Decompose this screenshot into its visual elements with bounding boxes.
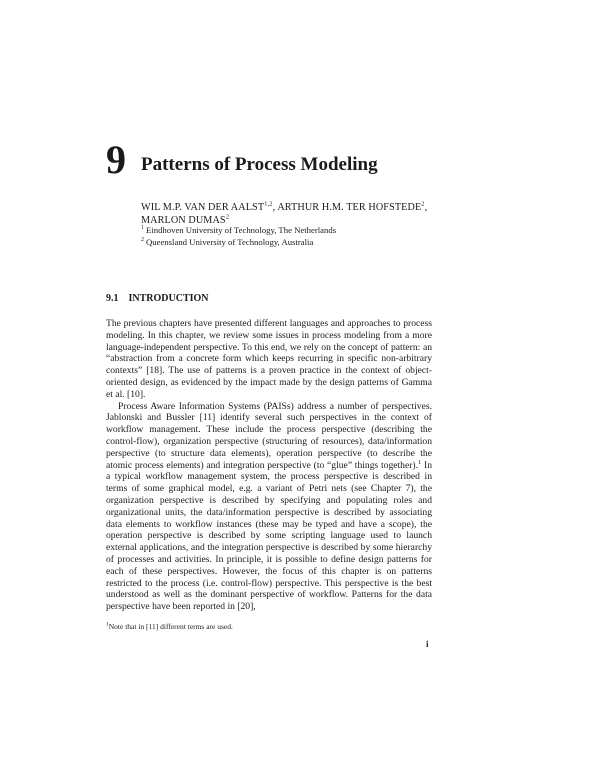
affiliation (141, 237, 336, 249)
author-name: ARTHUR H.M. TER HOFSTEDE (277, 202, 422, 213)
author-affiliation-mark: 1,2 (264, 200, 273, 208)
page-number: i (426, 639, 429, 649)
affiliation-mark: 1 (141, 225, 144, 232)
footnote-mark: 1 (106, 621, 109, 628)
section-title: INTRODUCTION (128, 293, 209, 304)
author-affiliation-mark: 2 (225, 213, 230, 221)
section-number: 9.1 (106, 293, 119, 304)
footnote-text: Note that in [11] different terms are used. (108, 622, 233, 631)
affiliation-list (141, 225, 336, 248)
affiliation (141, 225, 336, 237)
author-affiliation-mark: 2 (421, 200, 425, 208)
paragraph-text: Process Aware Information Systems (PAISs) address a number of perspectives. Jablonski and Bussler [11] identify several such perspectives in the context of workflow management. These include the process perspective (describing the control-flow), organization perspective (structuring of resources), data/information perspective (to structure data elements), operation perspective (to describe the atomic process elements) and integration perspective (to “glue” things together). (106, 400, 432, 471)
footnote-reference: 1 (418, 458, 422, 466)
author-name: WIL M.P. VAN DER AALST (141, 202, 265, 213)
paragraph: The previous chapters have presented different languages and approaches to process modeling. In this chapter, we review some issues in process modeling from a more language-independent perspective. To this end, we rely on the concept of pattern: an “abstraction from a concrete form which keeps recurring in specific non-arbitrary contexts” [18]. The use of patterns is a proven practice in the context of object-oriented design, as evidenced by the impact made by the design patterns of Gamma et al. [10]. (106, 318, 432, 400)
paragraph (106, 401, 432, 613)
paragraph-text: In a typical workflow management system, the process perspective is described in terms of some graphical model, e.g. a variant of Petri nets (see Chapter 7), the organization perspective is described by specifying and populating roles and organizational units, the data/information perspective is described by associating data elements to workflow instances (these may be typed and have a scope), the operation perspective is described by some scripting language used to launch external applications, and the integration perspective is described by some hierarchy of processes and activities. In principle, it is possible to define design patterns for each of these perspectives. However, the focus of this chapter is on patterns restricted to the process (i.e. control-flow) perspective. This perspective is the best understood as well as the dominant perspective of workflow. Patterns for the data perspective have been reported in [20], (106, 459, 433, 613)
section-heading (106, 294, 209, 304)
affiliation-text: Queensland University of Technology, Australia (146, 236, 314, 247)
affiliation-text: Eindhoven University of Technology, The Netherlands (146, 225, 337, 235)
author-list: WIL M.P. VAN DER AALST$^{1,2}$, ARTHUR H.M. TER HOFSTEDE$^2$, MARLON DUMAS$^2$ (141, 200, 428, 226)
chapter-number: 9 (106, 137, 126, 182)
affiliation-mark: 2 (141, 236, 144, 243)
author-name: MARLON DUMAS (141, 215, 226, 226)
body-text (106, 318, 432, 613)
footnote (106, 623, 233, 631)
chapter-title: Patterns of Process Modeling (141, 154, 378, 175)
